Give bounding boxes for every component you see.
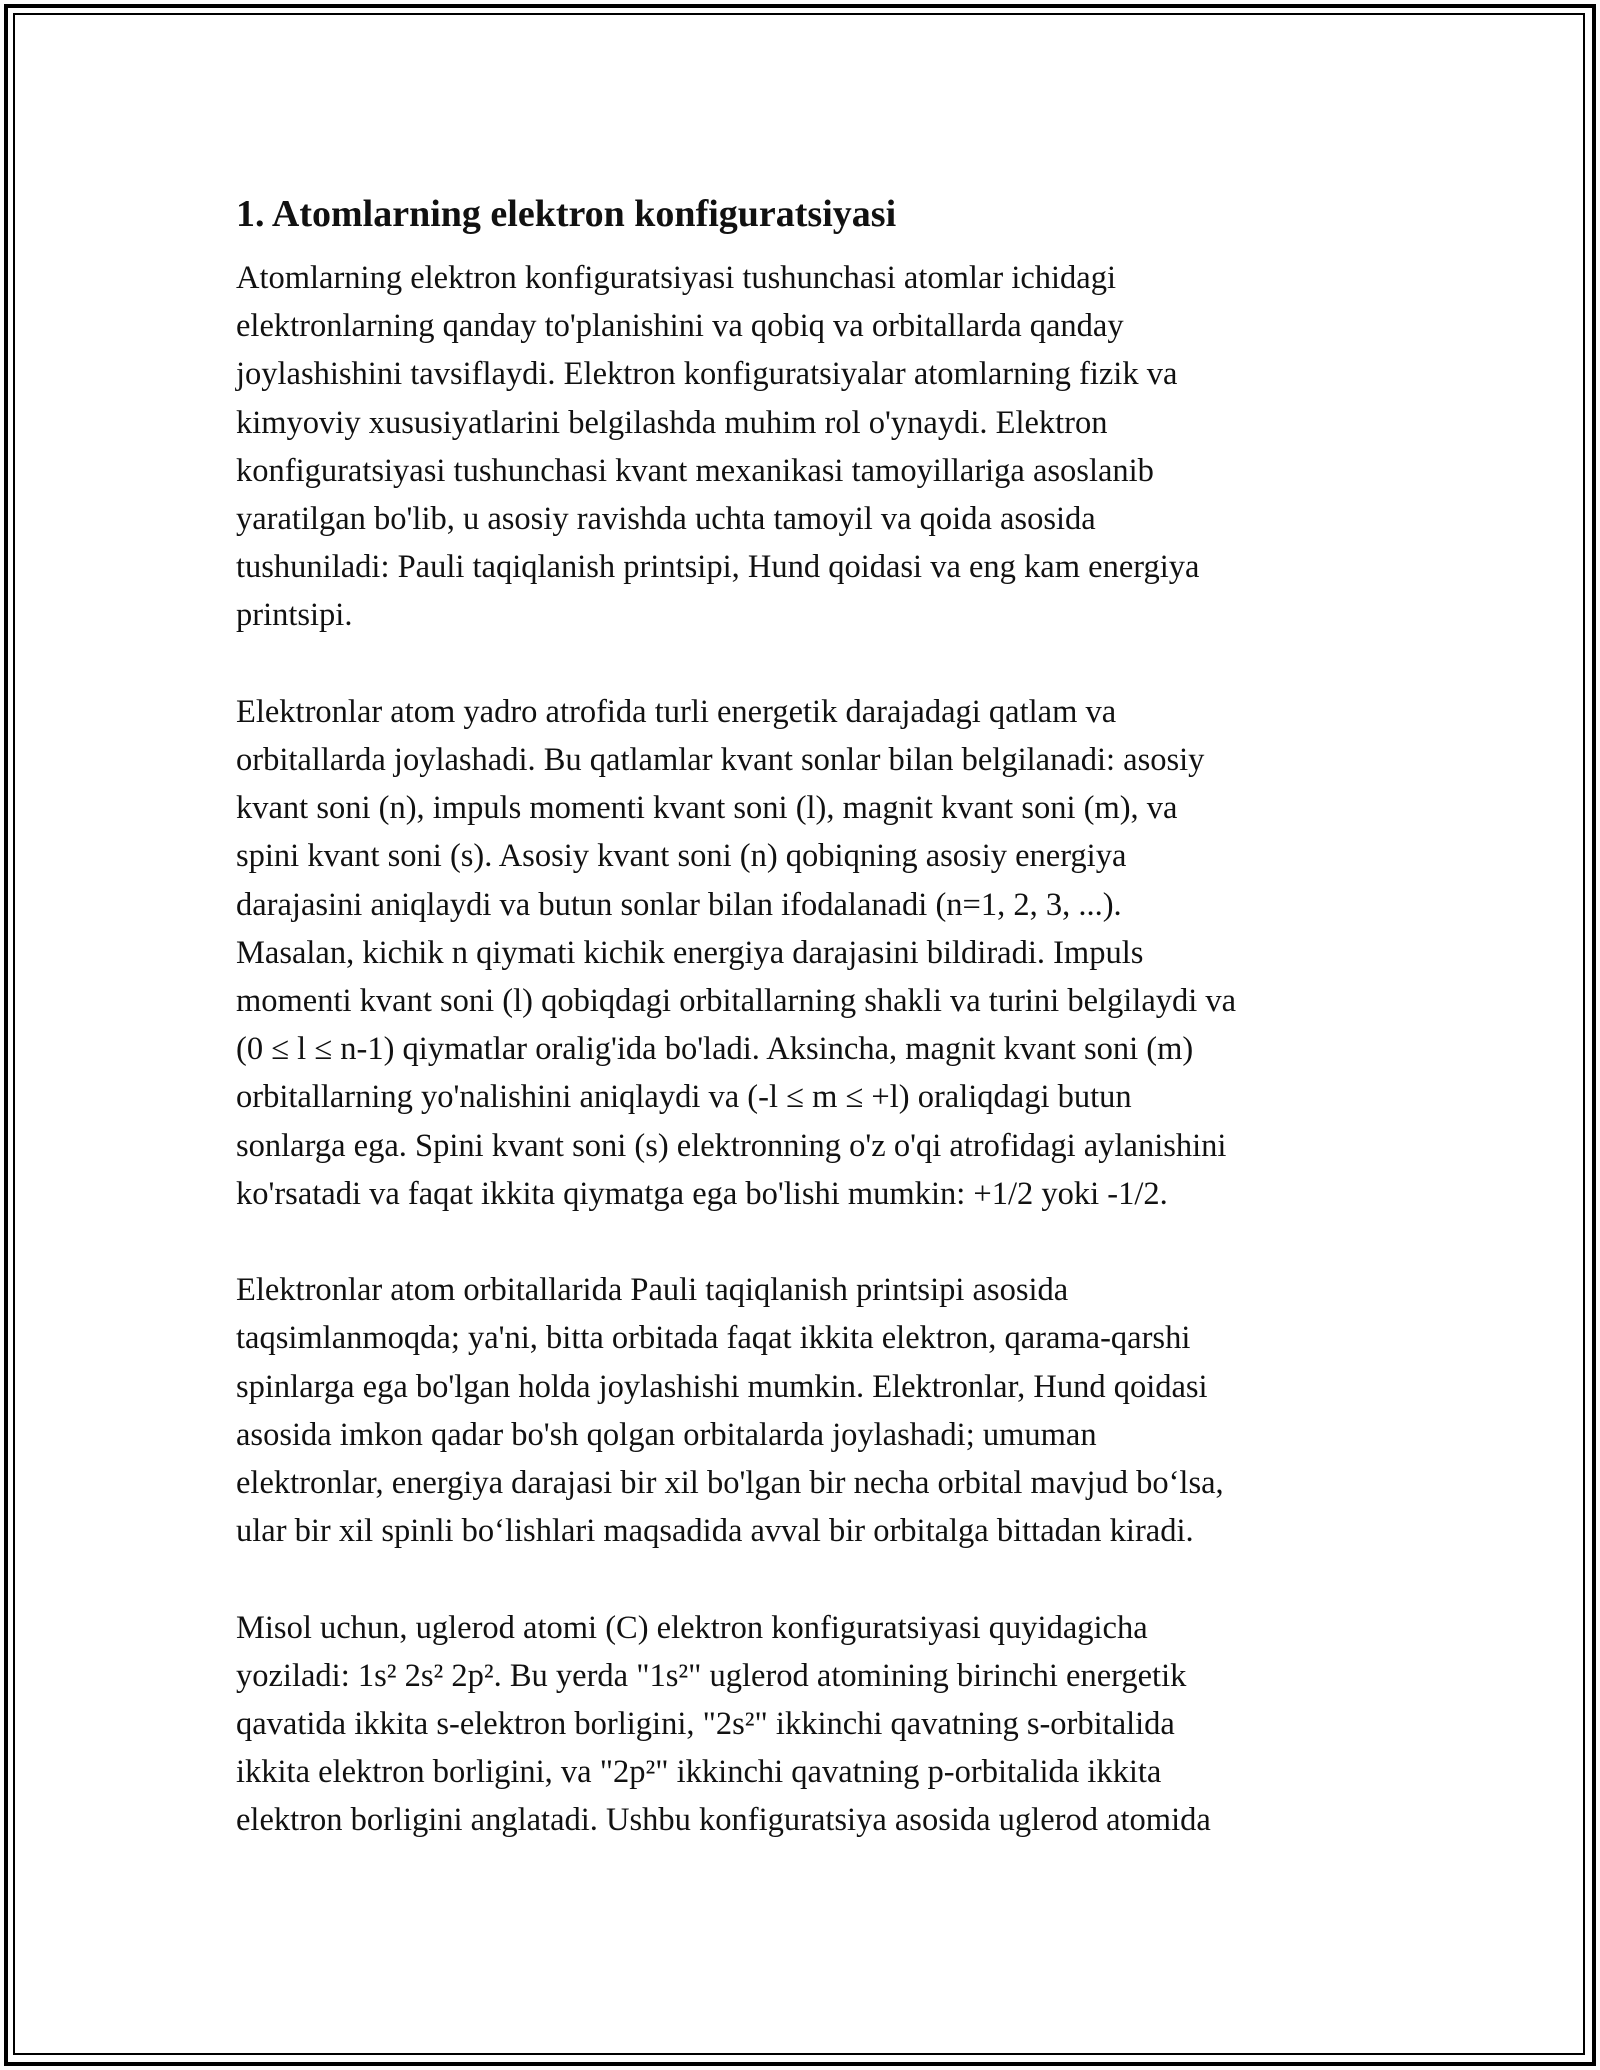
text-line: printsipi. <box>236 597 353 634</box>
text-line: momenti kvant soni (l) qobiqdagi orbitallarning shakli va turini belgilaydi va <box>236 983 1237 1020</box>
text-line: konfiguratsiyasi tushunchasi kvant mexanikasi tamoyillariga asoslanib <box>236 452 1154 489</box>
text-line: yaratilgan bo'lib, u asosiy ravishda uchta tamoyil va qoida asosida <box>236 501 1096 538</box>
text-line: spinlarga ega bo'lgan holda joylashishi mumkin. Elektronlar, Hund qoidasi <box>236 1368 1208 1405</box>
text-line: joylashishini tavsiflaydi. Elektron konfiguratsiyalar atomlarning fizik va <box>236 356 1178 393</box>
text-line: Atomlarning elektron konfiguratsiyasi tushunchasi atomlar ichidagi <box>236 260 1117 296</box>
paragraph-3 <box>236 1266 1376 1555</box>
text-line: kimyoviy xususiyatlarini belgilashda muhim rol o'ynaydi. Elektron <box>236 404 1108 441</box>
text-line: (0 ≤ l ≤ n-1) qiymatlar oralig'ida bo'ladi. Aksincha, magnit kvant soni (m) <box>236 1031 1194 1068</box>
text-line: Elektronlar atom yadro atrofida turli energetik darajadagi qatlam va <box>236 693 1117 730</box>
text-line: Elektronlar atom orbitallarida Pauli taqiqlanish printsipi asosida <box>236 1272 1069 1309</box>
text-line: orbitallarning yo'nalishini aniqlaydi va (-l ≤ m ≤ +l) oraliqdagi butun <box>236 1079 1132 1116</box>
text-line: darajasini aniqlaydi va butun sonlar bilan ifodalanadi (n=1, 2, 3, ...). <box>236 886 1122 923</box>
text-line: Masalan, kichik n qiymati kichik energiya darajasini bildiradi. Impuls <box>236 934 1144 971</box>
paragraph-2 <box>236 688 1376 1218</box>
text-line: asosida imkon qadar bo'sh qolgan orbitalarda joylashadi; umuman <box>236 1416 1097 1453</box>
text-line: Misol uchun, uglerod atomi (C) elektron konfiguratsiyasi quyidagicha <box>236 1609 1148 1646</box>
text-line: orbitallarda joylashadi. Bu qatlamlar kvant sonlar bilan belgilanadi: asosiy <box>236 742 1205 779</box>
section-heading: 1. Atomlarning elektron konfiguratsiyasi <box>236 193 897 235</box>
text-line: qavatida ikkita s-elektron borligini, "2s²" ikkinchi qavatning s-orbitalida <box>236 1706 1175 1743</box>
paragraph-1 <box>236 254 1376 640</box>
text-line: ikkita elektron borligini, va "2p²" ikkinchi qavatning p-orbitalida ikkita <box>236 1754 1162 1791</box>
text-line: sonlarga ega. Spini kvant soni (s) elektronning o'z o'qi atrofidagi aylanishini <box>236 1127 1227 1164</box>
document-body <box>236 186 1376 1893</box>
text-line: taqsimlanmoqda; ya'ni, bitta orbitada faqat ikkita elektron, qarama-qarshi <box>236 1320 1191 1357</box>
text-line: kvant soni (n), impuls momenti kvant soni (l), magnit kvant soni (m), va <box>236 790 1178 827</box>
text-line: yoziladi: 1s² 2s² 2p². Bu yerda "1s²" uglerod atomining birinchi energetik <box>236 1657 1187 1694</box>
text-line: ko'rsatadi va faqat ikkita qiymatga ega bo'lishi mumkin: +1/2 yoki -1/2. <box>236 1175 1168 1212</box>
text-line: elektron borligini anglatadi. Ushbu konfiguratsiya asosida uglerod atomida <box>236 1802 1211 1839</box>
text-line: tushuniladi: Pauli taqiqlanish printsipi, Hund qoidasi va eng kam energiya <box>236 549 1200 586</box>
text-line: elektronlar, energiya darajasi bir xil bo'lgan bir necha orbital mavjud bo‘lsa, <box>236 1465 1224 1502</box>
text-line: elektronlarning qanday to'planishini va qobiq va orbitallarda qanday <box>236 308 1124 345</box>
text-line: spini kvant soni (s). Asosiy kvant soni (n) qobiqning asosiy energiya <box>236 838 1127 875</box>
text-line: ular bir xil spinli bo‘lishlari maqsadida avval bir orbitalga bittadan kiradi. <box>236 1513 1194 1550</box>
paragraph-4 <box>236 1604 1376 1845</box>
